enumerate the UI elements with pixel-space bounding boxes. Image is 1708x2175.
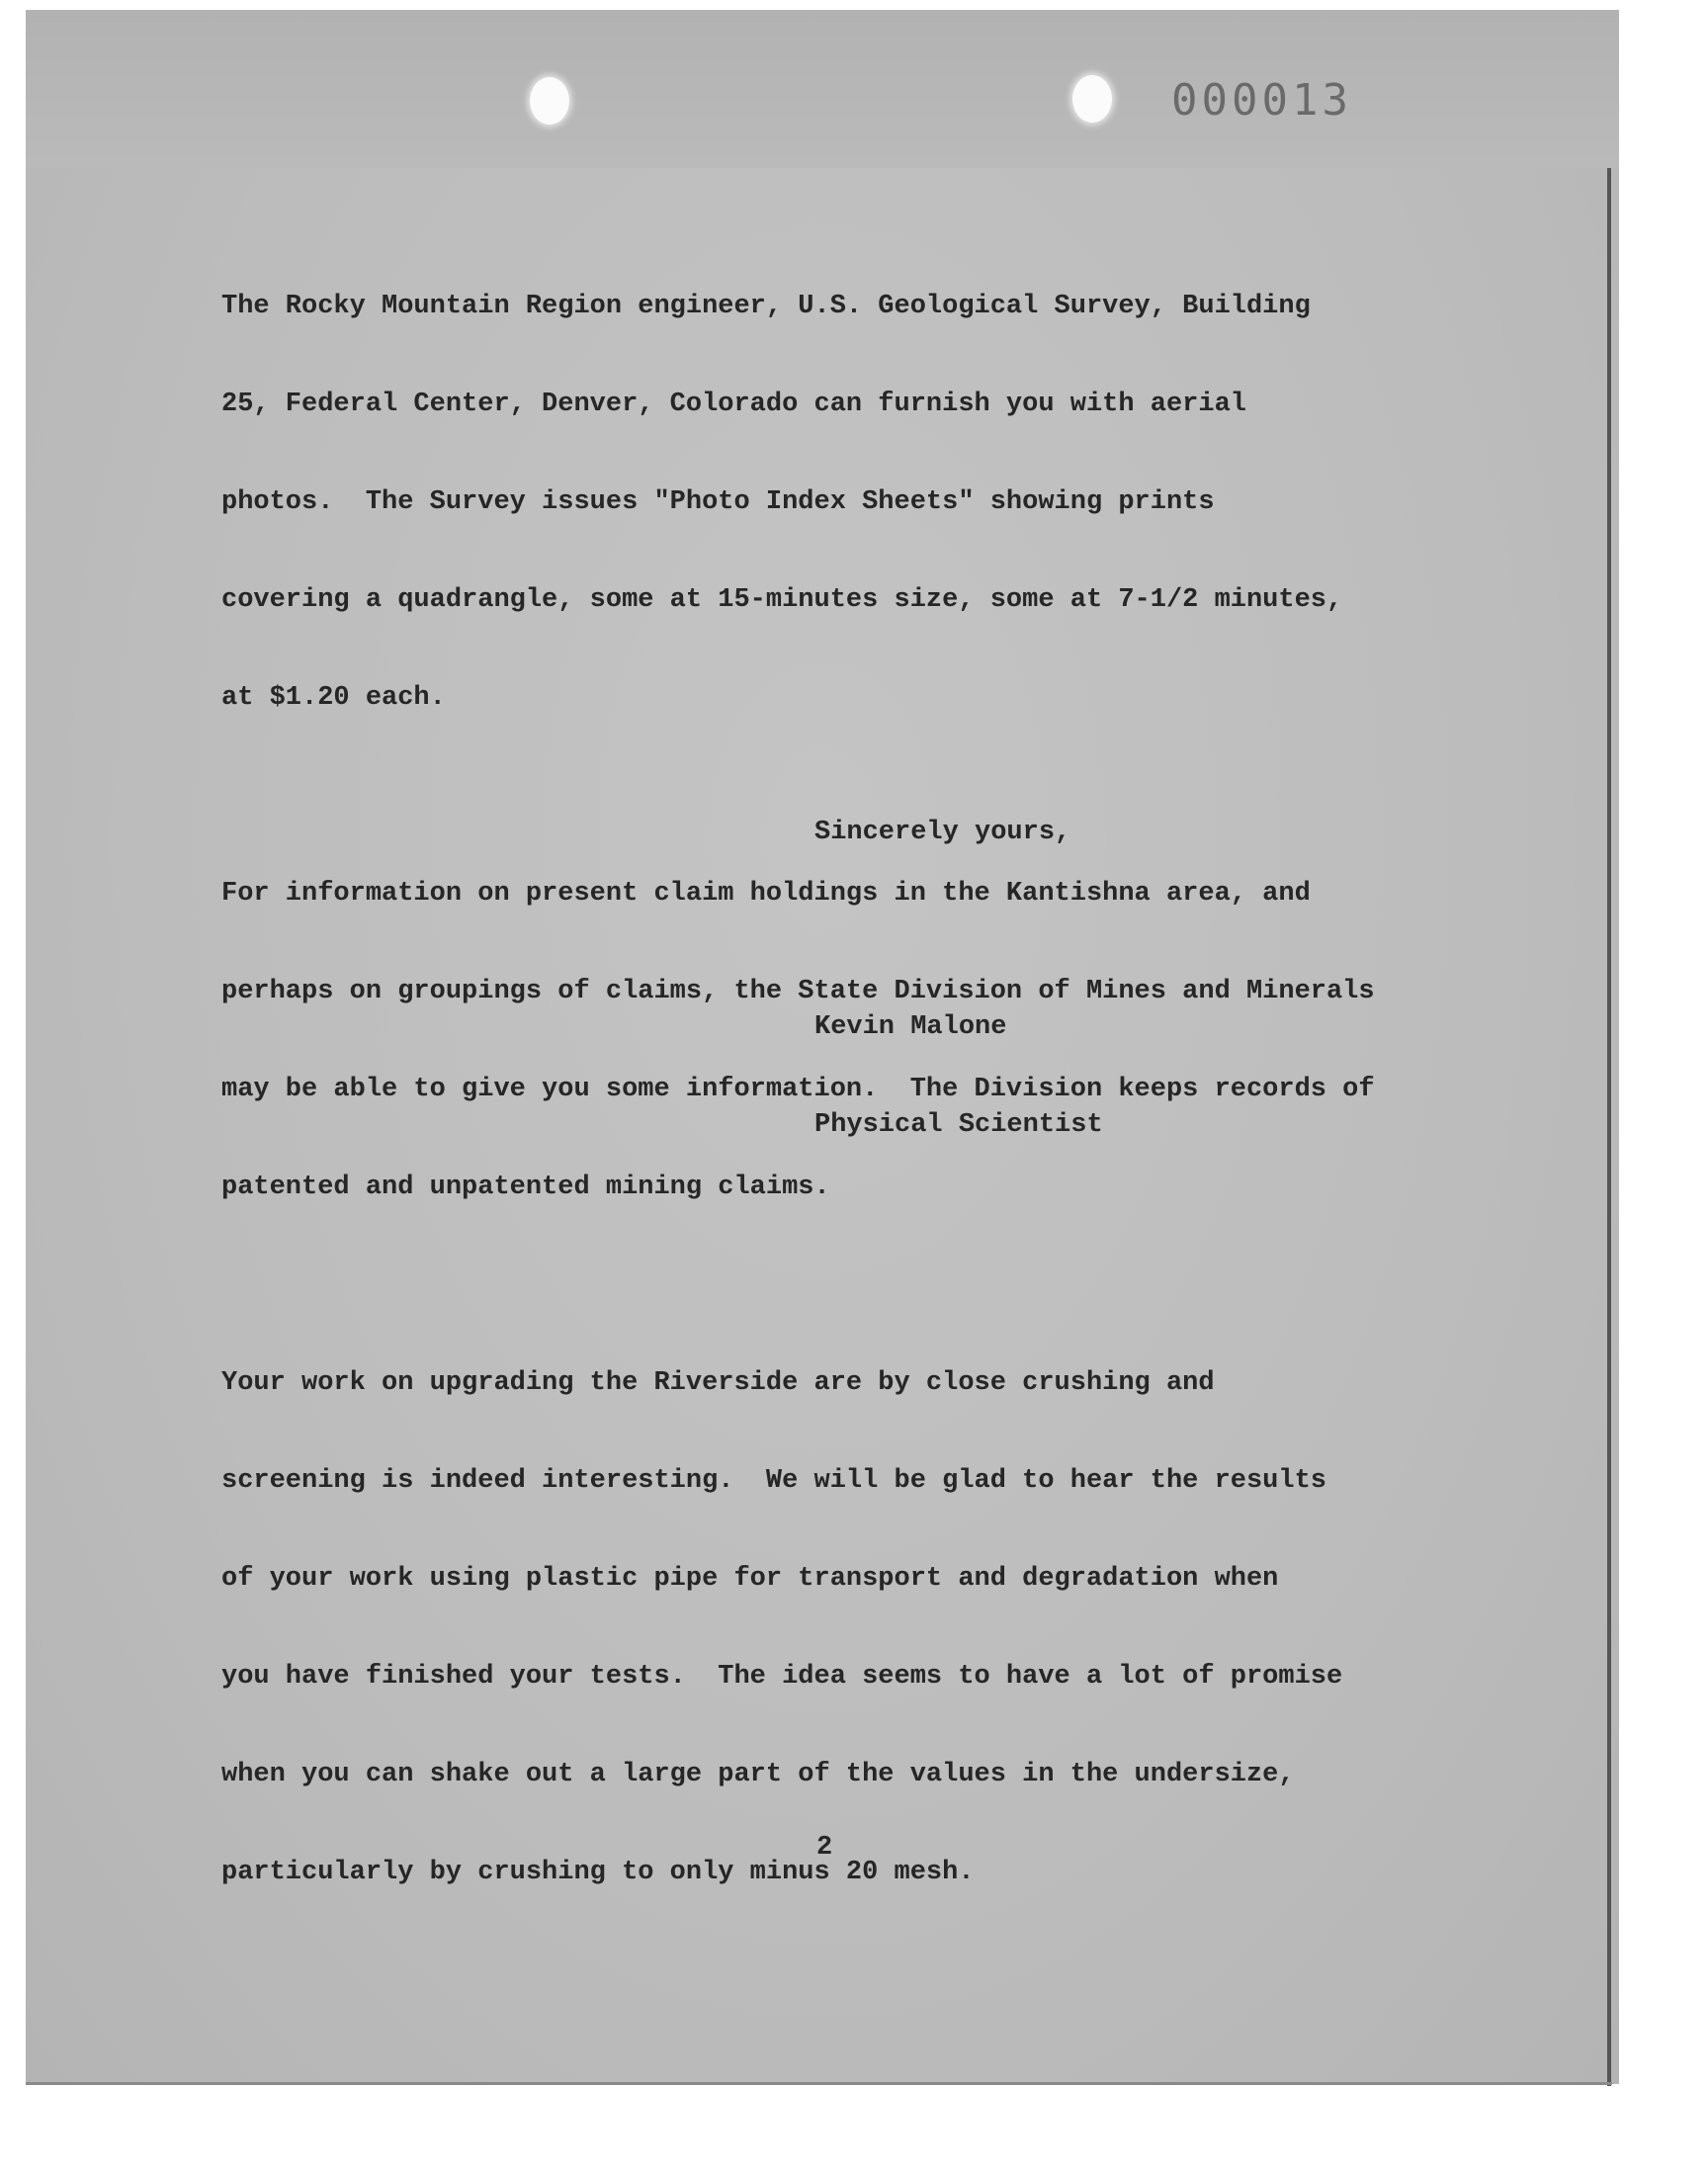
text-line: covering a quadrangle, some at 15-minutes size, some at 7-1/2 minutes, [221,585,1343,615]
text-line: photos. The Survey issues "Photo Index Sheets" showing prints [221,487,1215,517]
punch-hole-left [530,77,569,125]
signature-block [814,946,1103,1207]
letter-closing: Sincerely yours, [814,818,1071,847]
bottom-edge-shadow [26,2082,1612,2085]
document-stamp-number: 000013 [1171,75,1352,126]
text-line: patented and unpatented mining claims. [221,1173,830,1202]
top-margin-strip [26,10,1619,168]
right-edge-shadow [1607,168,1611,2086]
text-line: screening is indeed interesting. We will be glad to hear the results [221,1466,1326,1496]
text-line: you have finished your tests. The idea seems to have a lot of promise [221,1662,1343,1692]
punch-hole-right [1072,75,1112,123]
page-number: 2 [816,1833,833,1863]
paragraph-aerial-photos [221,225,1447,780]
paragraph-riverside-work [221,1302,1447,1955]
text-line: 25, Federal Center, Denver, Colorado can furnish you with aerial [221,390,1246,419]
signer-name: Kevin Malone [814,1012,1007,1042]
text-line: at $1.20 each. [221,683,446,713]
text-line: perhaps on groupings of claims, the State Division of Mines and Minerals [221,977,1375,1006]
text-line: For information on present claim holdings in the Kantishna area, and [221,879,1311,909]
text-line: of your work using plastic pipe for transport and degradation when [221,1564,1279,1594]
text-line: may be able to give you some information. The Division keeps records of [221,1075,1375,1104]
text-line: The Rocky Mountain Region engineer, U.S. Geological Survey, Building [221,292,1311,321]
text-line: particularly by crushing to only minus 20 mesh. [221,1858,975,1887]
text-line: Your work on upgrading the Riverside are by close crushing and [221,1368,1215,1398]
signer-title: Physical Scientist [814,1110,1103,1140]
text-line: when you can shake out a large part of the values in the undersize, [221,1760,1295,1789]
